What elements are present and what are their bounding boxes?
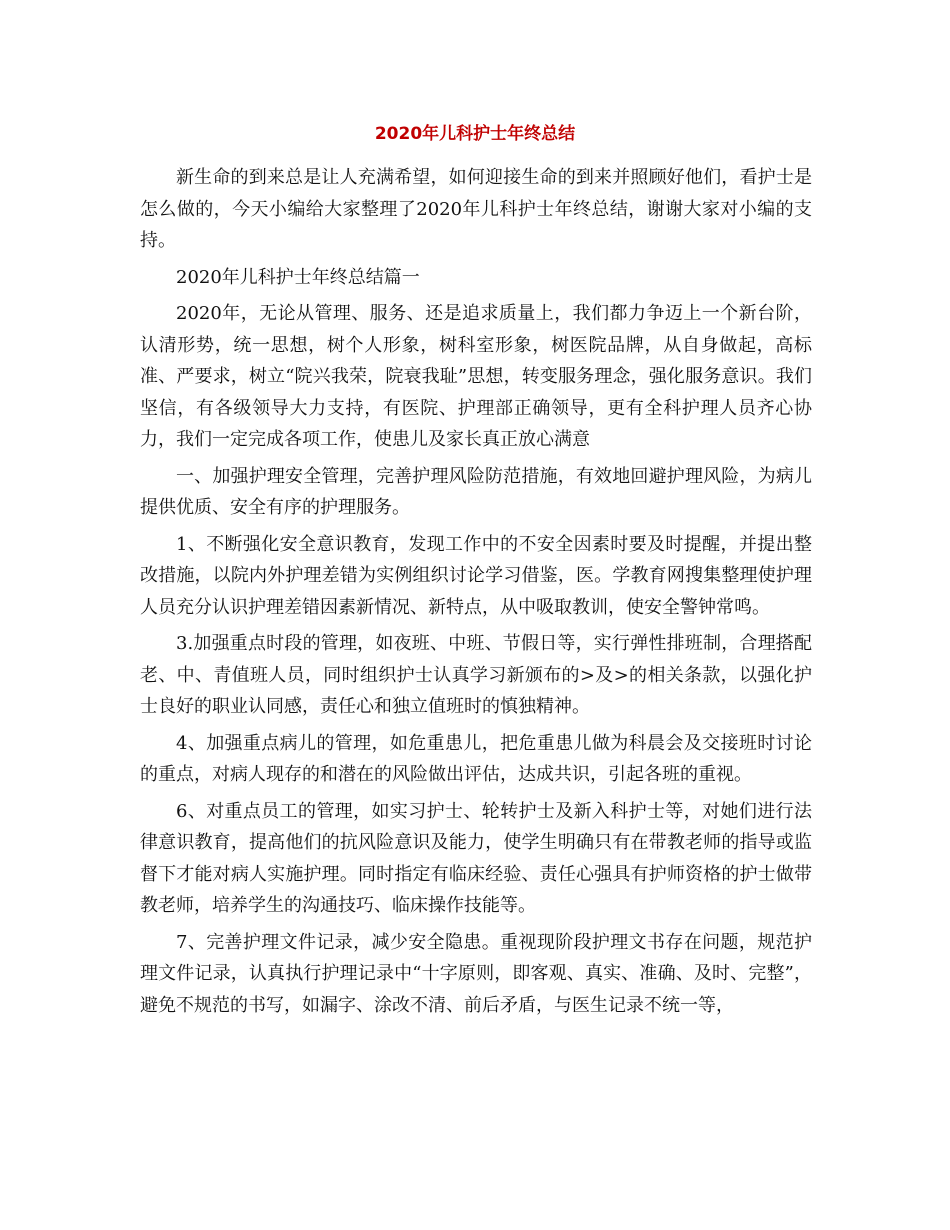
paragraph-item-1: 1、不断强化安全意识教育，发现工作中的不安全因素时要及时提醒，并提出整改措施，以院内外护理差错为实例组织讨论学习借鉴，医。学教育网搜集整理使护理人员充分认识护理差错因素新情况、新特点，从中吸取教训，使安全警钟常鸣。 bbox=[140, 533, 812, 618]
paragraph-section-heading: 2020年儿科护士年终总结篇一 bbox=[176, 266, 420, 288]
document-body bbox=[140, 162, 812, 1026]
paragraph-item-6: 6、对重点员工的管理，如实习护士、轮转护士及新入科护士等，对她们进行法律意识教育，提高他们的抗风险意识及能力，使学生明确只有在带教老师的指导或监督下才能对病人实施护理。同时指定有临床经验、责任心强具有护师资格的护士做带教老师，培养学生的沟通技巧、临床操作技能等。 bbox=[140, 800, 812, 916]
paragraph-item-3: 3.加强重点时段的管理，如夜班、中班、节假日等，实行弹性排班制，合理搭配老、中、青值班人员，同时组织护士认真学习新颁布的>及>的相关条款，以强化护士良好的职业认同感，责任心和独立值班时的慎独精神。 bbox=[140, 633, 812, 717]
paragraph-item-7: 7、完善护理文件记录，减少安全隐患。重视现阶段护理文书存在问题，规范护理文件记录，认真执行护理记录中“十字原则，即客观、真实、准确、及时、完整”，避免不规范的书写，如漏字、涂改不清、前后矛盾，与医生记录不统一等， bbox=[140, 931, 812, 1016]
paragraph-item-1-heading: 一、加强护理安全管理，完善护理风险防范措施，有效地回避护理风险，为病儿提供优质、安全有序的护理服务。 bbox=[140, 465, 812, 518]
paragraph-overview: 2020年，无论从管理、服务、还是追求质量上，我们都力争迈上一个新台阶，认清形势，统一思想，树个人形象，树科室形象，树医院品牌，从自身做起，高标准、严要求，树立“院兴我荣，院衰我耻”思想，转变服务理念，强化服务意识。我们坚信，有各级领导大力支持，有医院、护理部正确领导，更有全科护理人员齐心协力，我们一定完成各项工作，使患儿及家长真正放心满意 bbox=[140, 303, 812, 450]
document-title: 2020年儿科护士年终总结 bbox=[374, 124, 576, 144]
paragraph-item-4: 4、加强重点病儿的管理，如危重患儿，把危重患儿做为科晨会及交接班时讨论的重点，对病人现存的和潜在的风险做出评估，达成共识，引起各班的重视。 bbox=[140, 732, 812, 785]
paragraph-intro: 新生命的到来总是让人充满希望，如何迎接生命的到来并照顾好他们，看护士是怎么做的，今天小编给大家整理了2020年儿科护士年终总结，谢谢大家对小编的支持。 bbox=[140, 167, 812, 251]
